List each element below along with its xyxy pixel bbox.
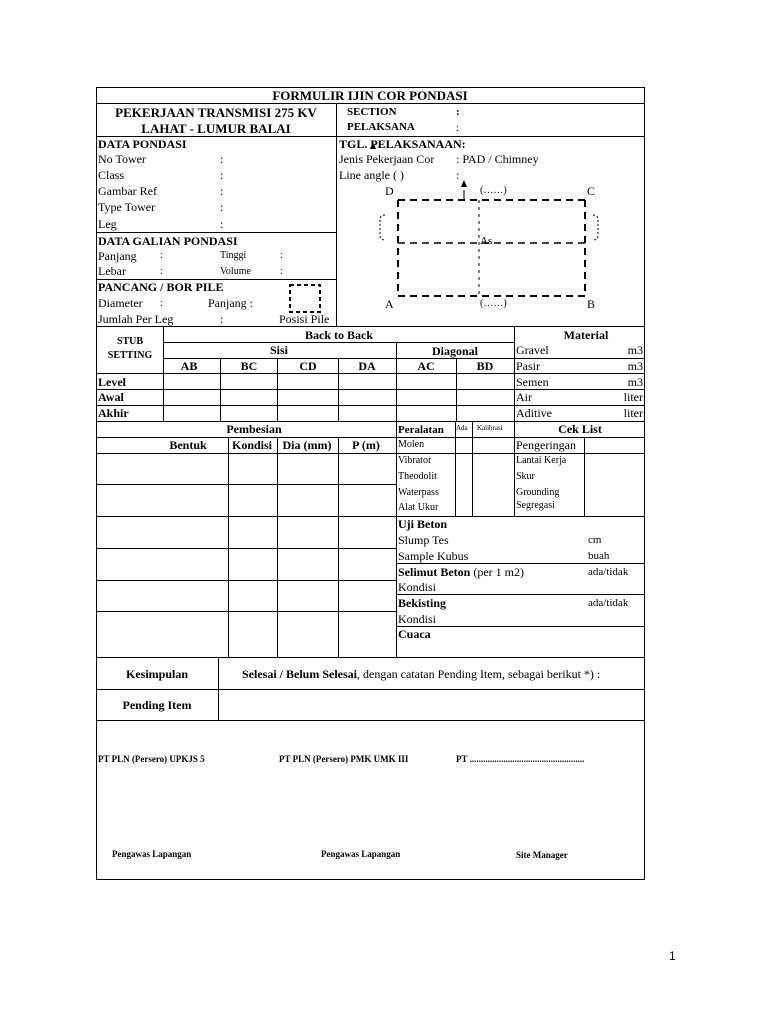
kesimpulan-bold: Selesai / Belum Selesai: [242, 667, 357, 681]
project-line-2: LAHAT - LUMUR BALAI: [141, 121, 291, 136]
pelaksana-colon: :: [456, 122, 460, 134]
galian-volume-colon: :: [280, 266, 283, 277]
pancang-panjang: Panjang :: [208, 296, 253, 310]
galian-panjang-colon: :: [160, 250, 163, 261]
field-leg: Leg: [98, 217, 117, 231]
row-akhir: Akhir: [98, 406, 129, 420]
col-bd: BD: [476, 359, 494, 373]
col-bc: BC: [240, 359, 258, 373]
material-pasir: Pasir: [516, 359, 540, 373]
colon-no-tower: :: [220, 152, 224, 166]
galian-volume: Volume: [220, 266, 251, 277]
peralatan-vibrator: Vibrator: [398, 455, 432, 466]
signature-org-3: PT ...................................................: [456, 754, 585, 764]
uji-kondisi-2: Kondisi: [398, 612, 437, 626]
uji-beton-heading: Uji Beton: [398, 517, 447, 531]
corner-c: C: [587, 184, 596, 198]
pancang-heading: PANCANG / BOR PILE: [98, 280, 224, 294]
back-to-back-heading: Back to Back: [304, 328, 374, 342]
peralatan-waterpass: Waterpass: [398, 487, 439, 498]
uji-slump: Slump Tes: [398, 533, 449, 547]
field-type-tower: Type Tower: [98, 200, 156, 214]
material-gravel: Gravel: [516, 343, 549, 357]
kesimpulan-rest: , dengan catatan Pending Item, sebagai berikut *) :: [357, 667, 601, 681]
pembesian-col-kondisi: Kondisi: [231, 438, 273, 452]
uji-selimut-row: [398, 566, 524, 578]
stub-setting-line2: SETTING: [107, 350, 153, 361]
galian-panjang: Panjang: [98, 249, 137, 263]
peralatan-alat-ukur: Alat Ukur: [398, 502, 439, 513]
galian-lebar: Lebar: [98, 264, 126, 278]
pembesian-col-bentuk: Bentuk: [169, 438, 207, 452]
material-pasir-unit: m3: [627, 359, 643, 373]
posisi-pile-label: Posisi Pile: [279, 312, 330, 326]
north-arrow-icon: [461, 180, 467, 187]
signature-role-2: Pengawas Lapangan: [321, 849, 401, 859]
peralatan-ada: Ada: [456, 424, 468, 432]
as-label: As: [480, 235, 493, 247]
material-semen: Semen: [516, 375, 549, 389]
foundation-sketch: [398, 200, 585, 296]
line-angle-colon: :: [456, 168, 460, 182]
pembesian-col-p: P (m): [352, 438, 380, 452]
data-galian-heading: DATA GALIAN PONDASI: [98, 234, 238, 248]
colon-gambar-ref: :: [220, 184, 224, 198]
sisi-heading: Sisi: [269, 343, 289, 357]
cek-lantai-kerja: Lantai Kerja: [516, 455, 567, 466]
galian-tinggi: Tinggi: [220, 250, 247, 261]
col-da: DA: [358, 359, 376, 373]
cek-skur: Skur: [516, 471, 535, 482]
colon-class: :: [220, 168, 224, 182]
uji-kondisi-1: Kondisi: [398, 580, 437, 594]
pembesian-heading: Pembesian: [226, 422, 282, 436]
uji-slump-unit: cm: [588, 534, 602, 546]
stub-setting-line1: STUB: [116, 336, 144, 347]
field-gambar-ref: Gambar Ref: [98, 184, 157, 198]
corner-a: A: [385, 297, 394, 311]
signature-role-1: Pengawas Lapangan: [112, 849, 192, 859]
col-cd: CD: [299, 359, 317, 373]
page-number: 1: [669, 949, 676, 963]
corner-d: D: [385, 184, 394, 198]
cek-grounding: Grounding: [516, 487, 560, 498]
dimension-bottom: (……): [480, 298, 507, 309]
cek-list-heading: Cek List: [558, 422, 602, 436]
uji-cuaca: Cuaca: [398, 627, 431, 641]
peralatan-molen: Molen: [398, 439, 425, 450]
row-awal: Awal: [98, 390, 124, 404]
signature-org-1: PT PLN (Persero) UPKJS 5: [98, 754, 205, 764]
pancang-diameter: Diameter: [98, 296, 143, 310]
pending-item-label: Pending Item: [122, 698, 192, 712]
pembesian-col-dia: Dia (mm): [282, 438, 332, 452]
uji-selimut-unit: ada/tidak: [588, 566, 629, 578]
uji-sample: Sample Kubus: [398, 549, 469, 563]
material-aditive-unit: liter: [623, 406, 643, 420]
field-class: Class: [98, 168, 125, 182]
jenis-pekerjaan-value: : PAD / Chimney: [456, 152, 539, 166]
field-no-tower: No Tower: [98, 152, 146, 166]
pancang-jumlah: Jumlah Per Leg: [98, 312, 174, 326]
material-aditive: Aditive: [516, 406, 552, 420]
line-angle-label: Line angle ( ): [339, 168, 404, 182]
uji-selimut-note: (per 1 m2): [473, 565, 524, 579]
colon-type-tower: :: [220, 200, 224, 214]
uji-sample-unit: buah: [588, 550, 610, 562]
pile-position-box: [290, 285, 320, 312]
uji-selimut: Selimut Beton: [398, 565, 471, 579]
col-ab: AB: [180, 359, 198, 373]
galian-tinggi-colon: :: [280, 250, 283, 261]
galian-lebar-colon: :: [160, 266, 163, 277]
col-ac: AC: [417, 359, 435, 373]
material-air: Air: [516, 390, 532, 404]
pancang-jumlah-colon: :: [220, 312, 224, 326]
corner-b: B: [587, 297, 596, 311]
pancang-diameter-colon: :: [160, 298, 163, 309]
colon-leg: :: [220, 217, 224, 231]
uji-bekisting: Bekisting: [398, 596, 447, 610]
section-label: SECTION: [347, 106, 397, 118]
dimension-marks: [380, 190, 598, 240]
peralatan-theodolit: Theodolit: [398, 471, 437, 482]
peralatan-kalibrasi: Kalibrasi: [477, 424, 503, 432]
kesimpulan-label: Kesimpulan: [125, 667, 189, 681]
material-air-unit: liter: [623, 390, 643, 404]
data-pondasi-heading: DATA PONDASI: [98, 137, 187, 151]
uji-bekisting-unit: ada/tidak: [588, 597, 629, 609]
peralatan-heading: Peralatan: [398, 424, 444, 436]
form-title: FORMULIR IJIN COR PONDASI: [272, 88, 468, 103]
material-heading: Material: [563, 328, 609, 342]
material-gravel-unit: m3: [627, 343, 643, 357]
cek-pengeringan: Pengeringan: [516, 438, 576, 452]
tgl-pelaksanaan-heading: TGL. PELAKSANAAN:: [339, 137, 466, 151]
jenis-pekerjaan-label: Jenis Pekerjaan Cor: [339, 152, 435, 166]
signature-org-2: PT PLN (Persero) PMK UMK III: [279, 754, 409, 764]
kesimpulan-text: [242, 668, 600, 680]
row-level: Level: [98, 375, 126, 389]
section-colon: :: [456, 106, 460, 118]
cek-segregasi: Segregasi: [516, 500, 555, 511]
project-line-1: PEKERJAAN TRANSMISI 275 KV: [115, 105, 317, 120]
pelaksana-label: PELAKSANA: [347, 121, 415, 133]
dimension-top: (……): [480, 185, 507, 196]
diagonal-heading: Diagonal: [431, 344, 479, 358]
signature-role-3: Site Manager: [516, 850, 568, 860]
material-semen-unit: m3: [627, 375, 643, 389]
